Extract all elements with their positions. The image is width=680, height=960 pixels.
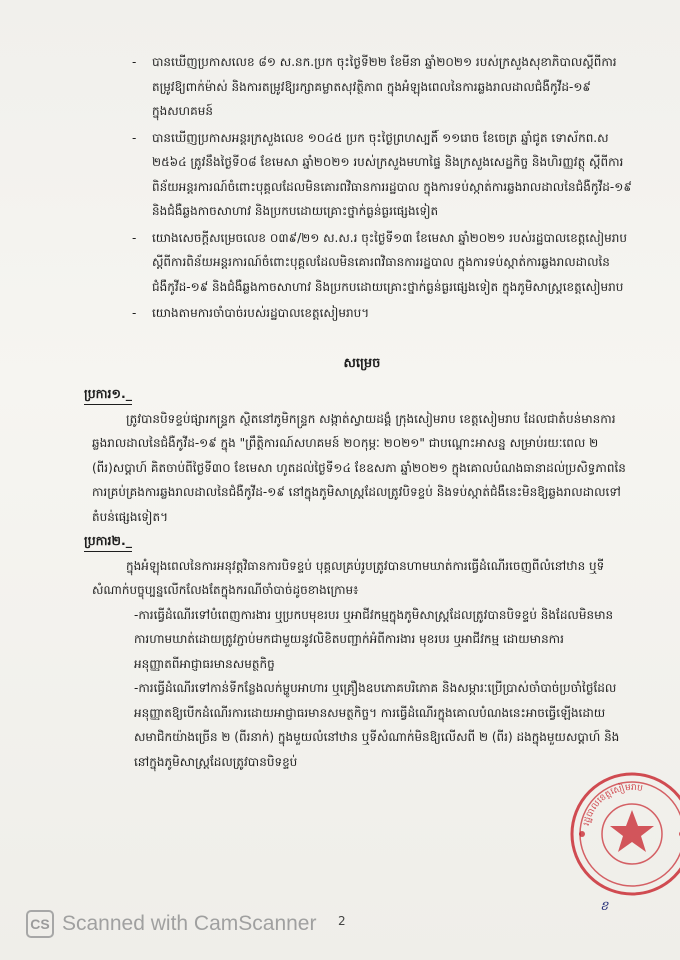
- preamble-item: - បានឃើញប្រកាសលេខ ៨១ ស.នក.ប្រក ចុះថ្ងៃទី២២ ខែមីនា ឆ្នាំ២០២១ របស់ក្រសួងសុខាភិបាលស្តីពីការតម្រូវឱ្យពាក់ម៉ាស់ និងការតម្រូវឱ្យរក្សាគម្លាតសុវត្ថិភាព ក្នុងអំឡុងពេលនៃការឆ្លងរាលដាលជំងឺកូវីដ-១៩ ក្នុងសហគមន៍: [132, 55, 617, 118]
- article-2-label: ប្រការ២._: [84, 529, 132, 554]
- article-2-body: ក្នុងអំឡុងពេលនៃការអនុវត្តវិធានការបិទខ្ទប់ បុគ្គលគ្រប់រូបត្រូវបានហាមឃាត់ការធ្វើដំណើរចេញពីលំនៅឋាន ឬទីសំណាក់បច្ចុប្បន្នលើកលែងតែក្នុងករណីចាំបាច់ដូចខាងក្រោម៖: [92, 558, 605, 597]
- article-2-item: -ការធ្វើដំណើរទៅកាន់ទីកន្លែងលក់ម្ហូបអាហារ ឬគ្រឿងឧបភោគបរិភោគ និងសម្ភារៈប្រើប្រាស់ចាំបាច់ប្រចាំថ្ងៃដែលអនុញ្ញាតឱ្យបើកដំណើរការដោយអាជ្ញាធរមានសមត្ថកិច្ច។ ការធ្វើដំណើរក្នុងគោលបំណងនេះអាចធ្វើឡើងដោយសមាជិកយ៉ាងច្រើន ២ (ពីរនាក់) ក្នុងមួយលំនៅឋាន ឬទីសំណាក់មិនឱ្យលើសពី ២ (ពីរ) ដងក្នុងមួយសប្តាហ៍ និងនៅក្នុងភូមិសាស្ត្រដែលត្រូវបានបិទខ្ទប់: [134, 681, 620, 769]
- scanner-label: Scanned with CamScanner: [62, 912, 317, 935]
- article-1-label: ប្រការ១._: [84, 382, 132, 407]
- page-number: 2: [338, 914, 346, 928]
- document-body: [84, 50, 632, 774]
- preamble-item: - យោងតាមការចាំបាច់របស់រដ្ឋបាលខេត្តសៀមរាប។: [132, 306, 370, 320]
- preamble-item: - បានឃើញប្រកាសអន្តរក្រសួងលេខ ១០៤៥ ប្រក ចុះថ្ងៃព្រហស្បតិ៍ ១១រោច ខែចេត្រ ឆ្នាំជូត ទោស័កព.ស ២៥៦៤ ត្រូវនឹងថ្ងៃទី០៨ ខែមេសា ឆ្នាំ២០២១ របស់ក្រសួងមហាផ្ទៃ និងក្រសួងសេដ្ឋកិច្ច និងហិរញ្ញវត្ថុ ស្តីពីការពិន័យអន្តរការណ៍ចំពោះបុគ្គលដែលមិនគោរពវិធានការរដ្ឋបាល ក្នុងការទប់ស្កាត់ការឆ្លងរាលដាលនៃជំងឺកូវីដ-១៩ និងជំងឺឆ្លងកាចសាហាវ និងប្រកបដោយគ្រោះថ្នាក់ធ្ងន់ធ្ងរផ្សេងទៀត: [132, 130, 632, 218]
- handwritten-mark: ខ: [600, 899, 609, 914]
- scanner-watermark: [26, 910, 316, 938]
- article-1-body: ត្រូវបានបិទខ្ទប់ផ្សារកន្ទ្រក ស្ថិតនៅភូមិកន្ទ្រក សង្កាត់ស្វាយដង្គំ ក្រុងសៀមរាប ខេត្តសៀមរាប ដែលជាតំបន់មានការឆ្លងរាលដាលនៃជំងឺកូវីដ-១៩ ក្នុង "ព្រឹត្តិការណ៍សហគមន៍ ២០កុម្ភៈ ២០២១" ជាបណ្តោះអាសន្ន សម្រាប់រយៈពេល ២ (ពីរ)សប្តាហ៍ គិតចាប់ពីថ្ងៃទី៣០ ខែមេសា ហូតដល់ថ្ងៃទី១៤ ខែឧសភា ឆ្នាំ២០២១ ក្នុងគោលបំណងធានាដល់ប្រសិទ្ធភាពនៃការគ្រប់គ្រងការឆ្លងរាលដាលនៃជំងឺកូវីដ-១៩ នៅក្នុងភូមិសាស្ត្រដែលត្រូវបិទខ្ទប់ និងទប់ស្កាត់ជំងឺនេះមិនឱ្យឆ្លងរាលដាលទៅតំបន់ផ្សេងទៀត។: [92, 411, 626, 524]
- preamble-item: - យោងសេចក្តីសម្រេចលេខ ០៣៩/២១ ស.ស.រ ចុះថ្ងៃទី១៣ ខែមេសា ឆ្នាំ២០២១ របស់រដ្ឋបាលខេត្តសៀមរាប ស្តីពីការពិន័យអន្តរការណ៍ចំពោះបុគ្គលដែលមិនគោរពវិធានការរដ្ឋបាល ក្នុងការទប់ស្កាត់ការឆ្លងរាលដាលនៃជំងឺកូវីដ-១៩ និងជំងឺឆ្លងកាចសាហាវ និងប្រកបដោយគ្រោះថ្នាក់ធ្ងន់ធ្ងរផ្សេងទៀត ក្នុងភូមិសាស្ត្រខេត្តសៀមរាប: [132, 230, 628, 294]
- article-2-item: -ការធ្វើដំណើរទៅបំពេញការងារ ឬប្រកបមុខរបរ ឬអាជីវកម្មក្នុងភូមិសាស្ត្រដែលត្រូវបានបិទខ្ទប់ និងដែលមិនមានការហាមឃាត់ដោយត្រូវភ្ជាប់មកជាមួយនូវលិខិតបញ្ជាក់អំពីការងារ មុខរបរ ឬអាជីវកម្ម ដោយមានការអនុញ្ញាតពីអាជ្ញាធរមានសមត្ថកិច្ច: [134, 607, 614, 671]
- camscanner-logo-icon: CS: [26, 910, 54, 938]
- seal-text: រដ្ឋបាលខេត្តសៀមរាប: [581, 782, 644, 827]
- official-seal-icon: [568, 770, 680, 898]
- decision-heading: សម្រេច: [343, 355, 381, 371]
